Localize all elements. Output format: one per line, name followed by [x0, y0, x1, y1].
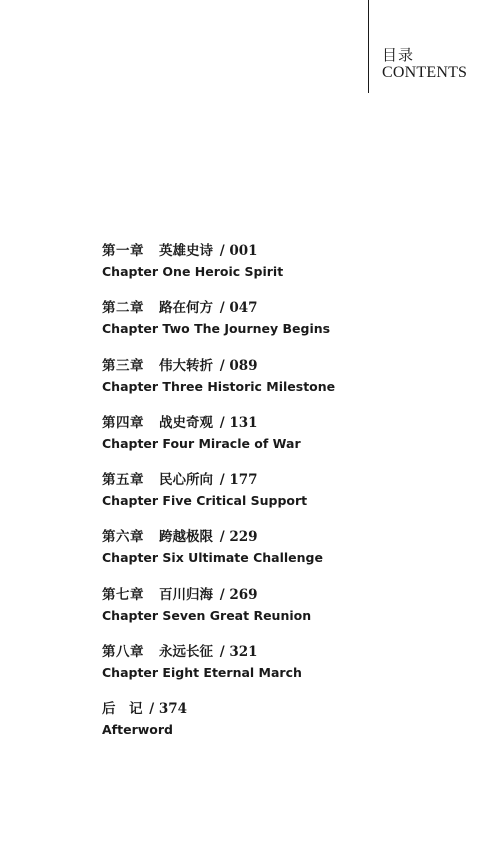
page-number: 229	[229, 529, 258, 546]
chapter-number-cn: 第四章	[102, 414, 144, 431]
page-number: 001	[229, 243, 258, 259]
toc-entry[interactable]	[102, 413, 462, 470]
page-number: 177	[229, 472, 258, 489]
page-number: 269	[229, 586, 258, 603]
chapter-title-cn: 战史奇观	[159, 414, 213, 431]
chapter-number-cn: 第一章	[102, 243, 144, 259]
contents-header	[382, 47, 467, 83]
toc-entry[interactable]	[102, 527, 462, 584]
chapter-title-en: Chapter Three Historic Milestone	[102, 378, 336, 394]
contents-title-cn: 目录	[382, 46, 415, 64]
page-separator: /	[219, 472, 225, 489]
toc-entry[interactable]	[102, 642, 462, 699]
chapter-title-en: Chapter Seven Great Reunion	[102, 607, 312, 623]
chapter-title-cn: 跨越极限	[159, 529, 213, 546]
page-number: 047	[229, 300, 258, 317]
toc-entry-cn-line	[102, 413, 462, 433]
chapter-number-cn: 后 记	[102, 701, 143, 718]
table-of-contents	[102, 241, 462, 757]
chapter-title-en: Chapter Two The Journey Begins	[102, 321, 331, 337]
page-separator: /	[219, 586, 225, 603]
toc-entry-cn-line	[102, 699, 462, 719]
page-number: 131	[229, 414, 258, 431]
page-separator: /	[219, 243, 225, 259]
page-separator: /	[219, 529, 225, 546]
chapter-number-cn: 第六章	[102, 529, 144, 546]
chapter-number-cn: 第二章	[102, 300, 144, 317]
chapter-title-en: Chapter Five Critical Support	[102, 493, 308, 509]
page-separator: /	[219, 300, 225, 317]
contents-title-en: CONTENTS	[382, 64, 468, 82]
toc-entry-cn-line	[102, 298, 462, 318]
chapter-title-en: Chapter One Heroic Spirit	[102, 264, 284, 279]
chapter-title-en: Afterword	[102, 722, 173, 738]
chapter-title-cn: 永远长征	[159, 644, 213, 661]
chapter-title-en: Chapter Six Ultimate Challenge	[102, 550, 323, 566]
page-separator: /	[219, 644, 225, 661]
page-number: 089	[229, 357, 258, 374]
chapter-title-en: Chapter Four Miracle of War	[102, 435, 301, 451]
toc-entry-cn-line	[102, 356, 462, 376]
chapter-title-cn: 百川归海	[159, 586, 213, 603]
toc-entry-cn-line	[102, 642, 462, 662]
toc-entry[interactable]	[102, 356, 462, 413]
chapter-number-cn: 第五章	[102, 472, 144, 489]
chapter-title-cn: 路在何方	[159, 300, 213, 317]
chapter-title-en: Chapter Eight Eternal March	[102, 665, 302, 681]
chapter-title-cn: 英雄史诗	[159, 243, 213, 259]
toc-entry-cn-line	[102, 585, 462, 605]
chapter-number-cn: 第三章	[102, 357, 144, 374]
toc-entry-cn-line	[102, 241, 462, 261]
page-separator: /	[149, 701, 155, 718]
chapter-title-cn: 伟大转折	[159, 357, 213, 374]
toc-entry-cn-line	[102, 527, 462, 547]
chapter-title-cn: 民心所向	[159, 472, 213, 489]
page-number: 374	[158, 701, 188, 718]
toc-entry[interactable]	[102, 470, 462, 527]
page-separator: /	[219, 414, 225, 431]
page-number: 321	[229, 644, 258, 661]
toc-entry[interactable]	[102, 241, 462, 298]
toc-entry-afterword[interactable]	[102, 699, 462, 756]
toc-entry[interactable]	[102, 585, 462, 642]
page-separator: /	[219, 357, 225, 374]
header-divider-line	[368, 0, 369, 93]
chapter-number-cn: 第七章	[102, 586, 144, 603]
chapter-number-cn: 第八章	[102, 644, 144, 661]
toc-entry[interactable]	[102, 298, 462, 355]
toc-entry-cn-line	[102, 470, 462, 490]
